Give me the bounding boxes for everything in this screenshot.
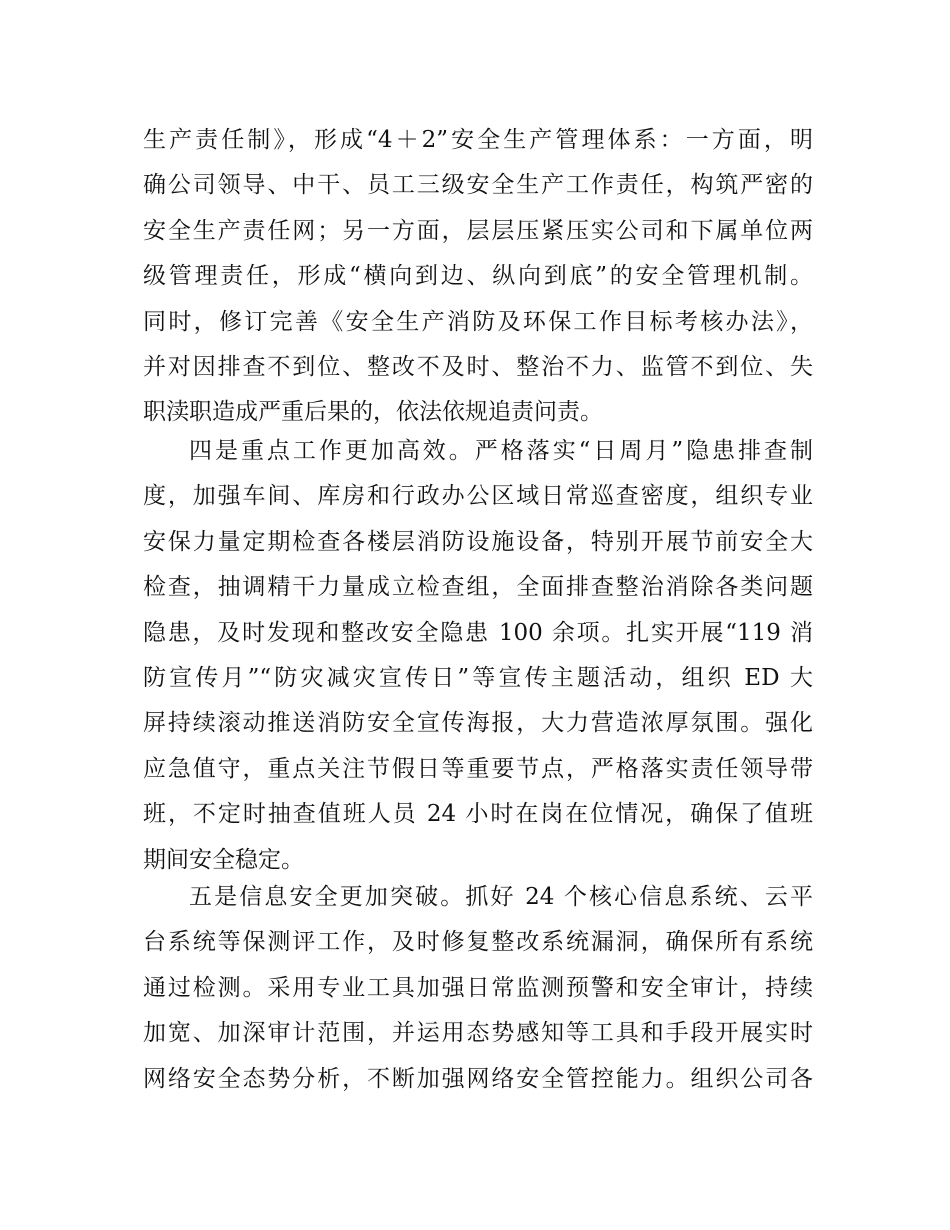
paragraph-information-security <box>143 875 813 1102</box>
text-line: 生产责任制》，形成“4＋2”安全生产管理体系：一方面，明 <box>143 127 813 153</box>
text-line: 检查，抽调精干力量成立检查组，全面排查整治消除各类问题 <box>143 574 813 601</box>
text-line: 台系统等保测评工作，及时修复整改系统漏洞，确保所有系统 <box>143 929 813 956</box>
text-line: 屏持续滚动推送消防安全宣传海报，大力营造浓厚氛围。强化 <box>143 710 813 737</box>
paragraph-safety-responsibility <box>143 118 813 436</box>
text-line: 加宽、加深审计范围，并运用态势感知等工具和手段开展实时 <box>143 1020 813 1047</box>
text-line: 隐患，及时发现和整改安全隐患 100 余项。扎实开展“119 消 <box>143 619 813 646</box>
text-line: 安全生产责任网；另一方面，层层压紧压实公司和下属单位两 <box>143 217 813 244</box>
text-line: 四是重点工作更加高效。严格落实“日周月”隐患排查制 <box>189 438 813 464</box>
text-line: 同时，修订完善《安全生产消防及环保工作目标考核办法》， <box>143 308 813 335</box>
paragraph-key-work <box>143 429 813 883</box>
text-line: 并对因排查不到位、整改不及时、整治不力、监管不到位、失 <box>143 353 813 380</box>
text-line: 安保力量定期检查各楼层消防设施设备，特别开展节前安全大 <box>143 528 813 555</box>
text-line: 应急值守，重点关注节假日等重要节点，严格落实责任领导带 <box>143 755 813 782</box>
text-line: 班，不定时抽查值班人员 24 小时在岗在位情况，确保了值班 <box>143 801 813 828</box>
text-line: 五是信息安全更加突破。抓好 24 个核心信息系统、云平 <box>189 884 813 910</box>
text-line: 通过检测。采用专业工具加强日常监测预警和安全审计，持续 <box>143 974 813 1001</box>
text-line: 网络安全态势分析，不断加强网络安全管控能力。组织公司各 <box>143 1065 813 1092</box>
text-line: 职渎职造成严重后果的，依法依规追责问责。 <box>143 399 603 426</box>
text-line: 度，加强车间、库房和行政办公区域日常巡查密度，组织专业 <box>143 483 813 510</box>
text-line: 期间安全稳定。 <box>143 846 304 873</box>
text-line: 级管理责任，形成“横向到边、纵向到底”的安全管理机制。 <box>143 263 813 290</box>
text-line: 防宣传月”“防灾减灾宣传日”等宣传主题活动，组织 ED 大 <box>143 664 813 691</box>
text-line: 确公司领导、中干、员工三级安全生产工作责任，构筑严密的 <box>143 172 813 199</box>
